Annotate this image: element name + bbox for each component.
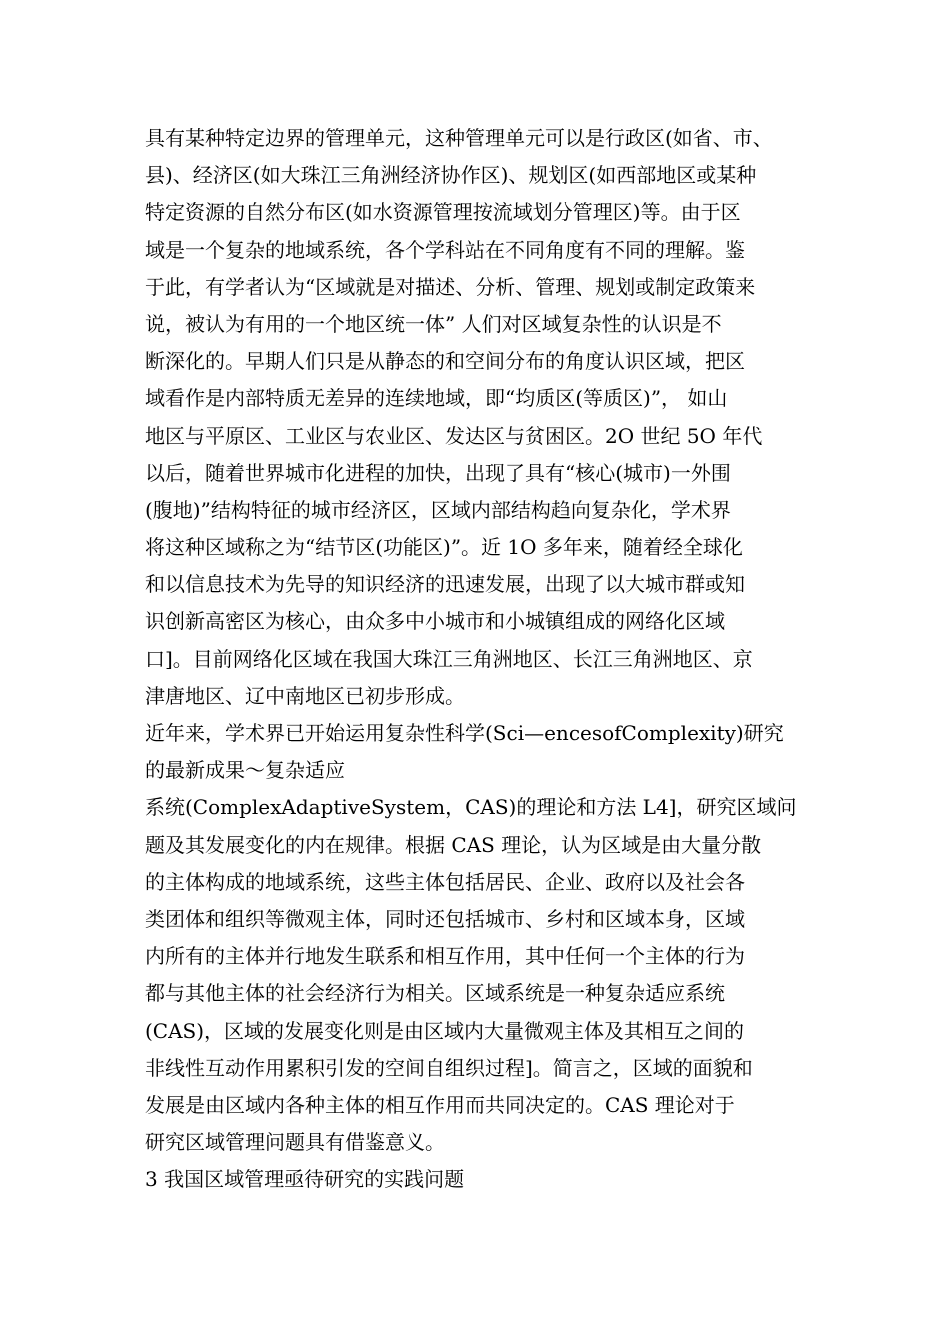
text-line: 以后，随着世界城市化进程的加快，出现了具有“核心(城市)一外围: [145, 460, 731, 485]
text-line: 域是一个复杂的地域系统，各个学科站在不同角度有不同的理解。鉴: [145, 237, 745, 262]
text-line: 的最新成果～复杂适应: [145, 758, 345, 783]
text-line: 将这种区域称之为“结节区(功能区)”。近 1O 多年来，随着经全球化: [145, 535, 743, 560]
paragraph-complexity-science: [145, 715, 810, 789]
text-line: 津唐地区、辽中南地区已初步形成。: [145, 683, 465, 708]
text-line: 的主体构成的地域系统，这些主体包括居民、企业、政府以及社会各: [145, 869, 745, 894]
paragraph-cas-theory: [145, 789, 810, 1161]
paragraph-regional-definition: [145, 120, 810, 715]
text-line: 发展是由区域内各种主体的相互作用而共同决定的。CAS 理论对于: [145, 1092, 735, 1117]
text-line: 识创新高密区为核心，由众多中小城市和小城镇组成的网络化区域: [145, 609, 725, 634]
text-line: 非线性互动作用累积引发的空间自组织过程]。简言之，区域的面貌和: [145, 1055, 753, 1080]
text-line: 断深化的。早期人们只是从静态的和空间分布的角度认识区域，把区: [145, 349, 745, 374]
text-line: 说，被认为有用的一个地区统一体” 人们对区域复杂性的认识是不: [145, 311, 722, 336]
text-line: 口]。目前网络化区域在我国大珠江三角洲地区、长江三角洲地区、京: [145, 646, 753, 671]
text-line: 类团体和组织等微观主体，同时还包括城市、乡村和区域本身，区域: [145, 906, 745, 931]
text-line: 特定资源的自然分布区(如水资源管理按流域划分管理区)等。由于区: [145, 200, 741, 225]
text-line: (CAS)，区域的发展变化则是由区域内大量微观主体及其相互之间的: [145, 1018, 745, 1043]
text-line: 和以信息技术为先导的知识经济的迅速发展，出现了以大城市群或知: [145, 572, 745, 597]
text-line: 题及其发展变化的内在规律。根据 CAS 理论，认为区域是由大量分散: [145, 832, 762, 857]
document-page: [145, 120, 810, 1198]
text-line: (腹地)”结构特征的城市经济区，区域内部结构趋向复杂化，学术界: [145, 497, 731, 522]
text-line: 都与其他主体的社会经济行为相关。区域系统是一种复杂适应系统: [145, 981, 725, 1006]
text-line: 研究区域管理问题具有借鉴意义。: [145, 1130, 445, 1155]
section-heading: 3 我国区域管理亟待研究的实践问题: [145, 1167, 465, 1192]
text-line: 地区与平原区、工业区与农业区、发达区与贫困区。2O 世纪 5O 年代: [145, 423, 763, 448]
text-line: 近年来，学术界已开始运用复杂性科学(Sci—encesofComplexity)研究: [145, 721, 784, 745]
text-line: 具有某种特定边界的管理单元，这种管理单元可以是行政区(如省、市、: [145, 126, 773, 150]
text-line: 于此，有学者认为“区域就是对描述、分析、管理、规划或制定政策来: [145, 274, 756, 299]
text-line: 县)、经济区(如大珠江三角洲经济协作区)、规划区(如西部地区或某种: [145, 163, 757, 188]
text-line: 系统(ComplexAdaptiveSystem，CAS)的理论和方法 L4]，研究区域问: [145, 795, 797, 820]
text-line: 内所有的主体并行地发生联系和相互作用，其中任何一个主体的行为: [145, 944, 745, 969]
text-line: 域看作是内部特质无差异的连续地域，即“均质区(等质区)”， 如山: [145, 386, 728, 411]
